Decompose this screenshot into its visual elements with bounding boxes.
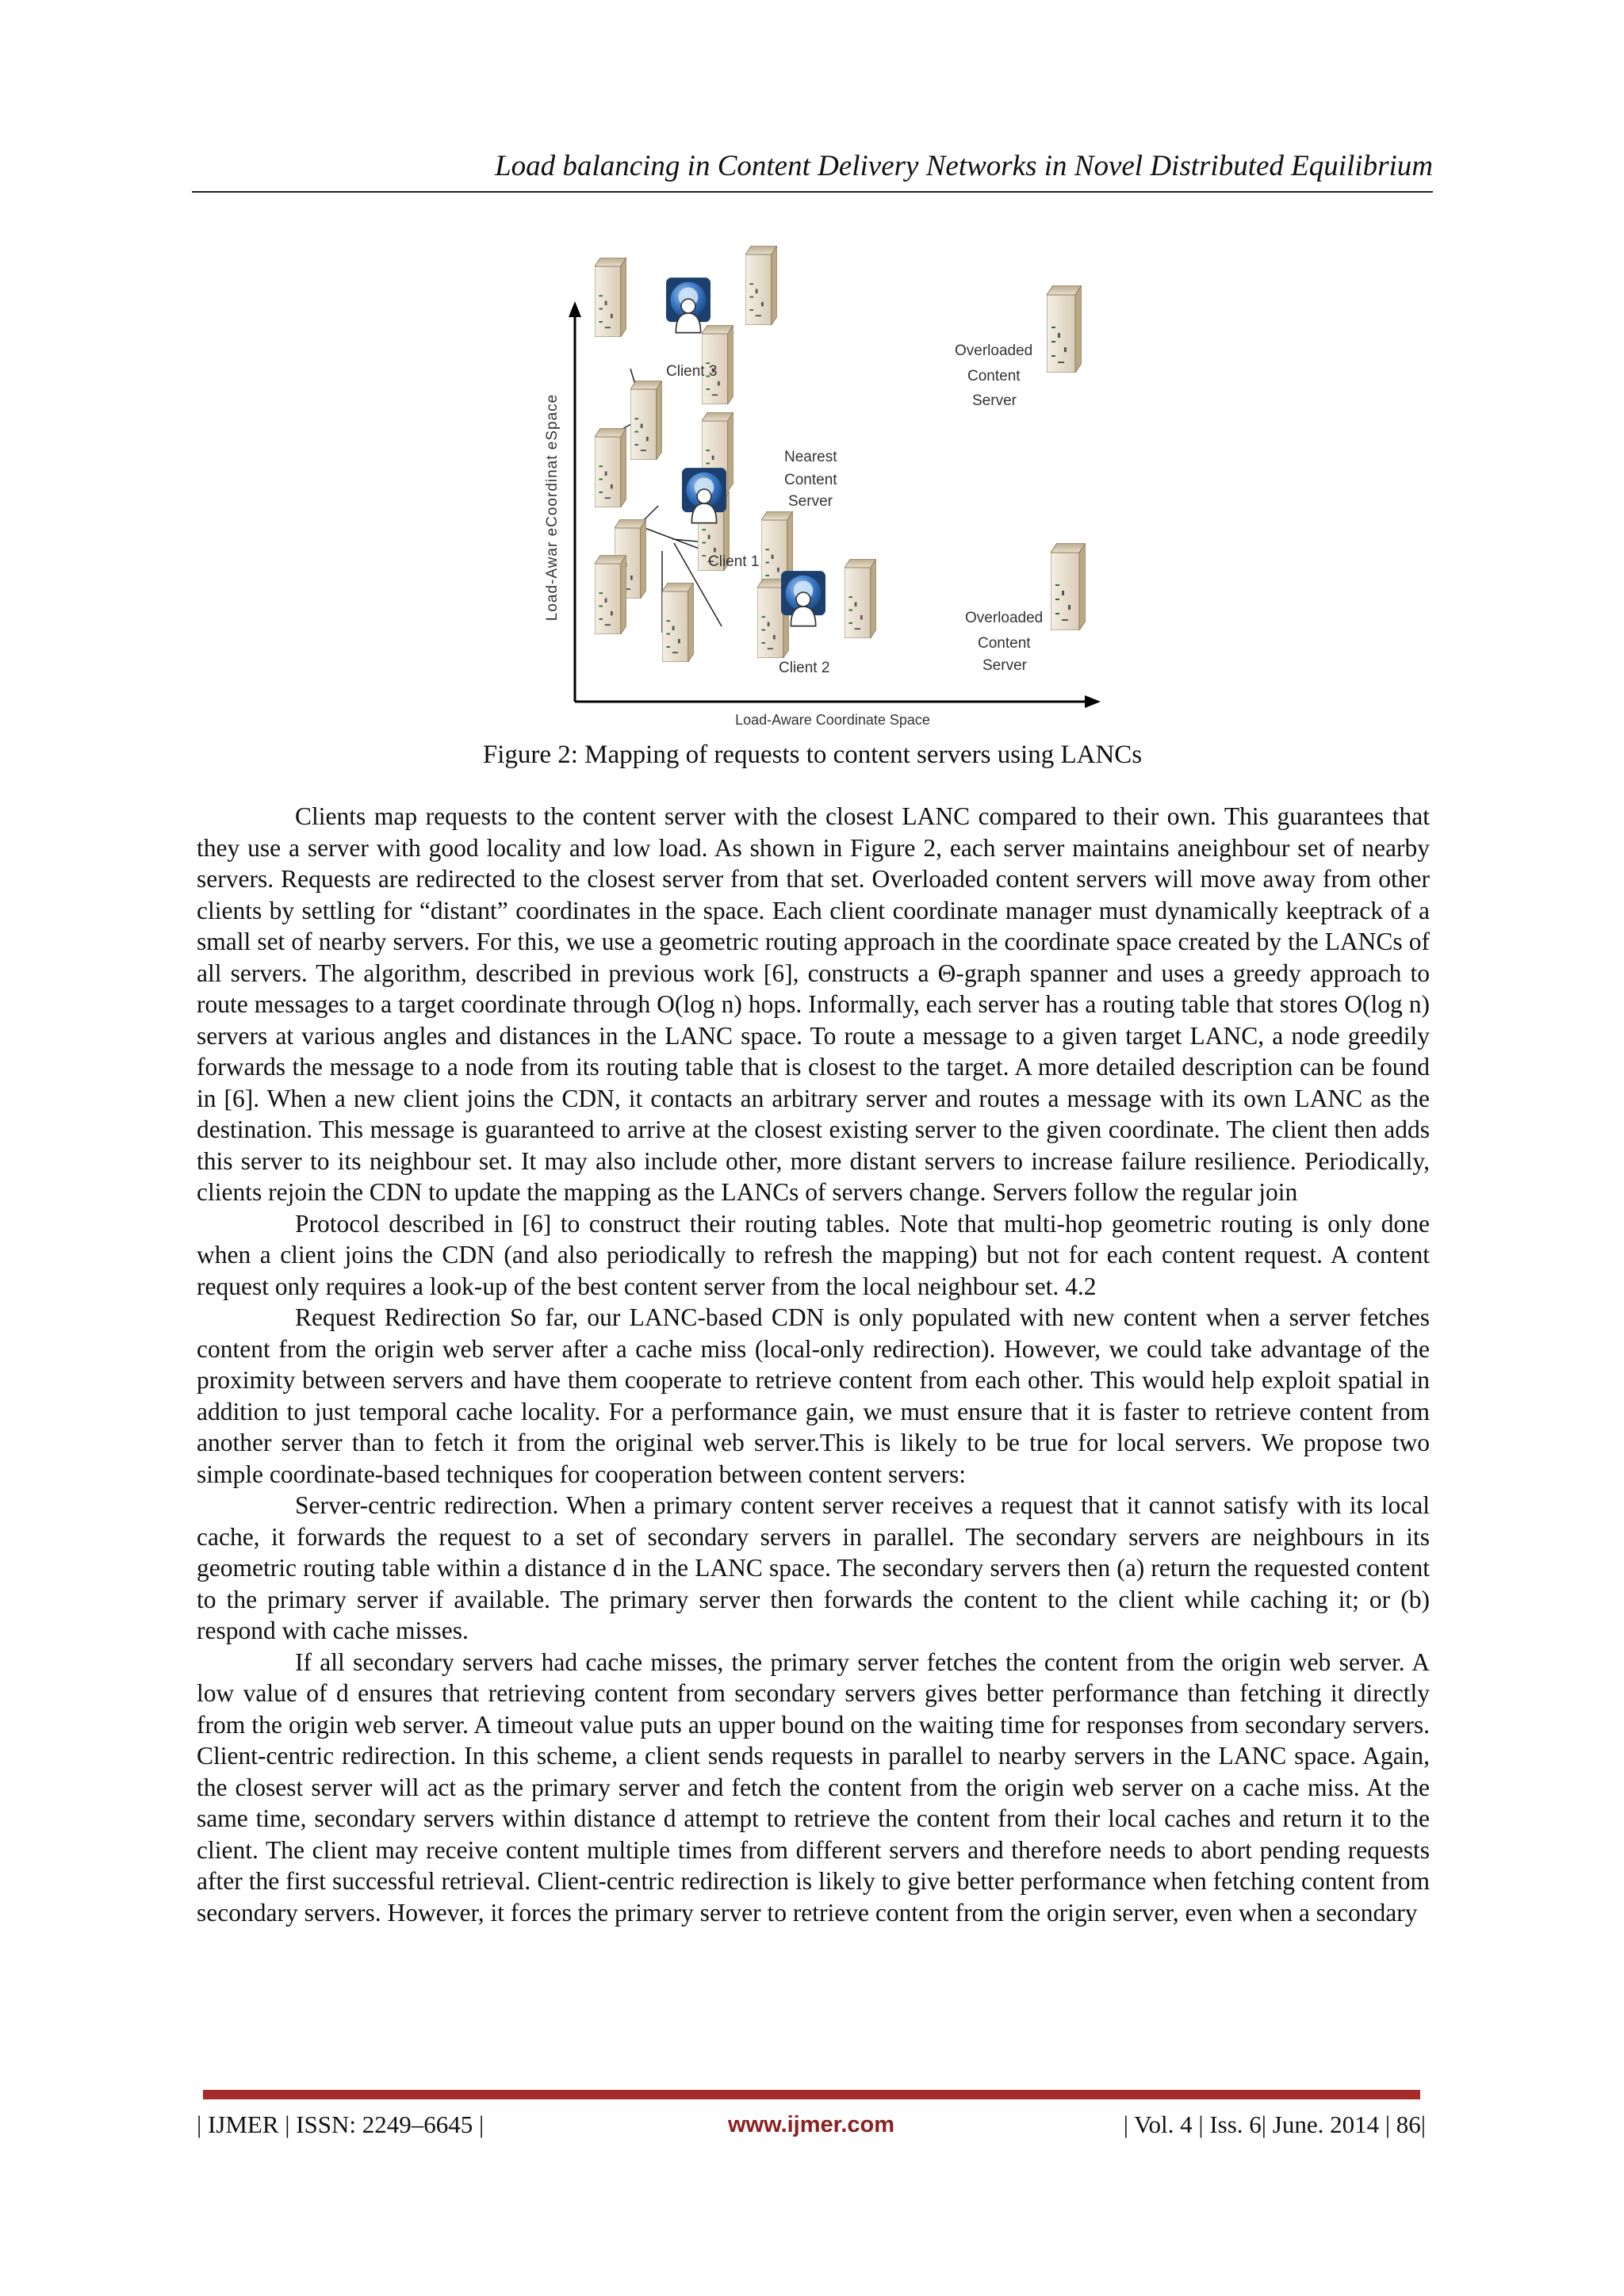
paragraph: Request Redirection So far, our LANC-based CDN is only populated with new content when a server fetches content from the origin web server after a cache miss (local-only redirection). However, we could take advantage of the proximity between servers and have them cooperate to retrieve content from each other. This would help exploit spatial in addition to just temporal cache locality. For a performance gain, we must ensure that it is faster to retrieve content from another server than to fetch it from the original web server.This is likely to be true for local servers. We propose two simple coordinate-based techniques for cooperation between content servers: xyxy=(197,1303,1430,1488)
client3-label: Client 3 xyxy=(666,363,718,380)
nearest-label-3: Server xyxy=(788,493,833,510)
server-icon xyxy=(595,258,626,337)
paragraph: If all secondary servers had cache misses, the primary server fetches the content from the origin web server. A low value of d ensures that retrieving content from secondary servers gives better performance than fetching it directly from the origin web server. A timeout value puts an upper bound on the waiting time for responses from secondary servers. Client-centric redirection. In this scheme, a client sends requests in parallel to nearby servers in the LANC space. Again, the closest server will act as the primary server and fetch the content from the origin web server on a cache miss. At the same time, secondary servers within distance d attempt to retrieve the content from their local caches and return it to the client. The client may receive content multiple times from different servers and therefore needs to abort pending requests after the first successful retrieval. Client-centric redirection is likely to give better performance when fetching content from secondary servers. However, it forces the primary server to retrieve content from the origin server, even when a secondary xyxy=(197,1647,1430,1927)
nearest-label-1: Nearest xyxy=(784,449,837,465)
y-axis-label: Load-Awar eCoordinat eSpace xyxy=(544,393,561,622)
client1-label: Client 1 xyxy=(708,553,760,570)
paragraph: Server-centric redirection. When a primary content server receives a request that it cannot satisfy with its local cache, it forwards the request to a set of secondary servers in parallel. The secondary servers are neighbours in its geometric routing table within a distance d in the LANC space. The secondary servers then (a) return the requested content to the primary server if available. The primary server then forwards the content to the client while caching it; or (b) respond with cache misses. xyxy=(197,1491,1430,1644)
server-icon xyxy=(595,428,626,507)
server-icon xyxy=(845,559,876,638)
y-axis xyxy=(569,301,581,702)
x-axis xyxy=(575,695,1101,708)
server-icon xyxy=(1051,543,1086,630)
footer-volume: | Vol. 4 | Iss. 6| June. 2014 | 86| xyxy=(1123,2110,1426,2138)
nearest-label-2: Content xyxy=(784,472,837,488)
footer-rule xyxy=(203,2090,1420,2099)
paragraph: Protocol described in [6] to construct their routing tables. Note that multi-hop geometric routing is only done when a client joins the CDN (and also periodically to refresh the mapping) but not for each content request. A content request only requires a look-up of the best content server from the local neighbour set. 4.2 xyxy=(197,1209,1430,1300)
client-icon xyxy=(666,277,710,332)
body-text xyxy=(197,801,1430,1928)
footer xyxy=(197,2109,1426,2141)
overloaded-bottom-label-1: Overloaded xyxy=(965,610,1044,626)
running-header: Load balancing in Content Delivery Networks in Novel Distributed Equilibrium xyxy=(495,150,1433,182)
overloaded-bottom-label-2: Content xyxy=(978,635,1031,652)
header-rule xyxy=(192,191,1433,193)
overloaded-top-label-2: Content xyxy=(967,368,1021,385)
server-icon xyxy=(662,583,694,662)
overloaded-top-label-1: Overloaded xyxy=(955,342,1033,359)
server-icon xyxy=(1047,285,1082,373)
x-axis-label: Load-Aware Coordinate Space xyxy=(735,712,930,728)
overloaded-bottom-label-3: Server xyxy=(982,657,1027,674)
server-icon xyxy=(630,381,662,460)
footer-website-link[interactable]: www.ijmer.com xyxy=(727,2112,895,2137)
overloaded-top-label-3: Server xyxy=(972,392,1017,409)
footer-journal: | IJMER | ISSN: 2249–6645 | xyxy=(197,2110,485,2138)
server-icon xyxy=(745,246,777,325)
paragraph: Clients map requests to the content server with the closest LANC compared to their own. This guarantees that they use a server with good locality and low load. As shown in Figure 2, each server maintains aneighbour set of nearby servers. Requests are redirected to the closest server from that set. Overloaded content servers will move away from other clients by settling for “distant” coordinates in the space. Each client coordinate manager must dynamically keeptrack of a small set of nearby servers. For this, we use a geometric routing approach in the coordinate space created by the LANCs of all servers. The algorithm, described in previous work [6], constructs a Θ-graph spanner and uses a greedy approach to route messages to a target coordinate through O(log n) hops. Informally, each server has a routing table that stores O(log n) servers at various angles and distances in the LANC space. To route a message to a given target LANC, a node greedily forwards the message to a node from its routing table that is closest to the target. A more detailed description can be found in [6]. When a new client joins the CDN, it contacts an arbitrary server and routes a message with its own LANC as the destination. This message is guaranteed to arrive at the closest existing server to the given coordinate. The client then adds this server to its neighbour set. It may also include other, more distant servers to increase failure resilience. Periodically, clients rejoin the CDN to update the mapping as the LANCs of servers change. Servers follow the regular join xyxy=(197,802,1430,1206)
server-icon xyxy=(595,555,626,634)
client2-label: Client 2 xyxy=(779,660,830,676)
figure-caption: Figure 2: Mapping of requests to content servers using LANCs xyxy=(482,740,1143,769)
figure-lanc-mapping xyxy=(523,238,1126,737)
